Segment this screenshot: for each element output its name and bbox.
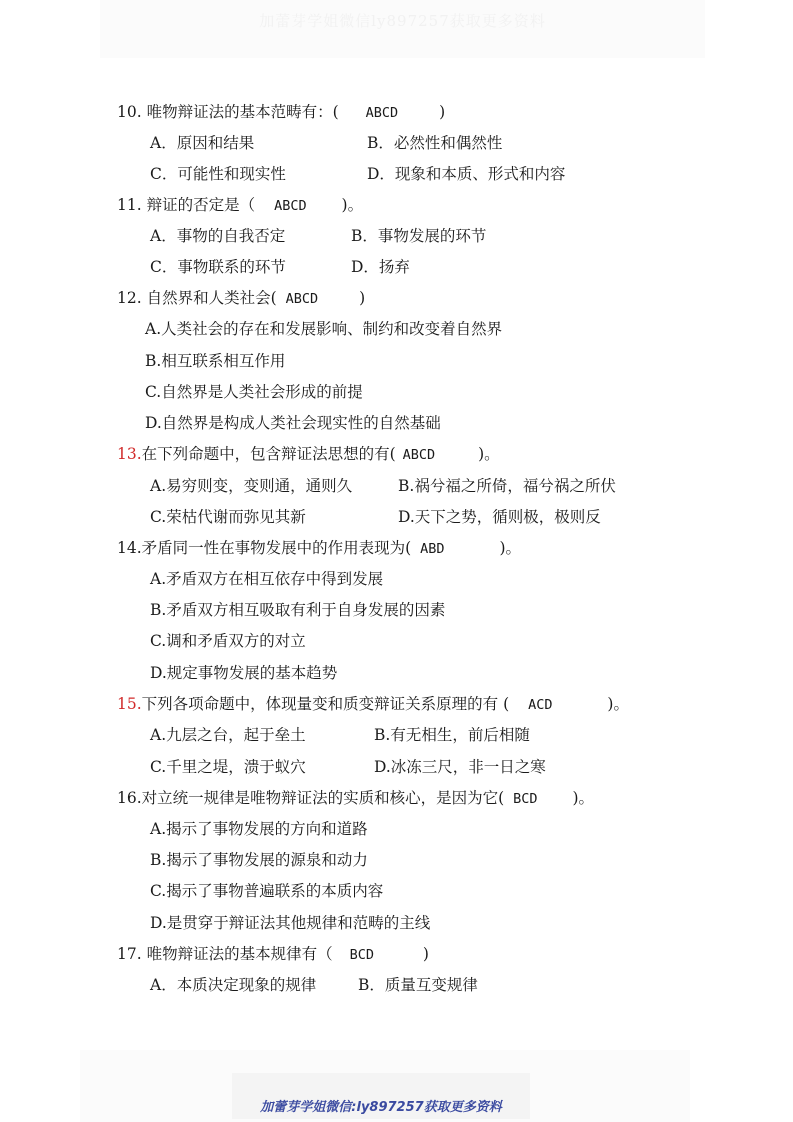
question-number: 16 — [117, 789, 137, 807]
answer: ABCD — [285, 291, 319, 307]
option-b: B.揭示了事物发展的源泉和动力 — [150, 851, 368, 869]
answer: ABCD — [274, 198, 307, 214]
answer: ACD — [528, 697, 553, 713]
option-c: C.千里之堤，溃于蚁穴 — [150, 758, 306, 776]
question-number: 14 — [117, 539, 137, 557]
option-a: A.易穷则变，变则通，通则久 — [150, 477, 353, 495]
question-11: 11. 辩证的否定是（ ABCD )。 — [117, 196, 364, 214]
question-number: 12 — [117, 289, 137, 307]
question-text: 对立统一规律是唯物辩证法的实质和核心，是因为它( — [141, 789, 505, 807]
footer-contact-text: 加蕾芽学姐微信:ly897257获取更多资料 — [260, 1100, 502, 1115]
option-b: B.有无相生，前后相随 — [374, 726, 530, 744]
option-c: C.揭示了事物普遍联系的本质内容 — [150, 882, 384, 900]
question-13: 13.在下列命题中，包含辩证法思想的有( ABCD )。 — [117, 445, 500, 463]
option-d: D.自然界是构成人类社会现实性的自然基础 — [145, 414, 441, 432]
option-b: B.矛盾双方相互吸取有利于自身发展的因素 — [150, 601, 446, 619]
option-c: C.荣枯代谢而弥见其新 — [150, 508, 306, 526]
question-text: 唯物辩证法的基本规律有（ — [146, 945, 333, 963]
answer: ABCD — [402, 447, 436, 463]
question-number: 10 — [117, 103, 137, 121]
question-text: 在下列命题中，包含辩证法思想的有( — [141, 445, 396, 463]
question-number: 17 — [117, 945, 137, 963]
option-d: D.规定事物发展的基本趋势 — [150, 664, 338, 682]
question-text: 唯物辩证法的基本范畴有：( — [146, 103, 339, 121]
option-b: B.祸兮福之所倚，福兮祸之所伏 — [398, 477, 616, 495]
option-d: D．扬弃 — [351, 258, 410, 276]
question-text: 辩证的否定是（ — [146, 196, 256, 214]
option-c: C.调和矛盾双方的对立 — [150, 632, 306, 650]
question-12: 12. 自然界和人类社会( ABCD ) — [117, 289, 366, 307]
option-c: C．可能性和现实性 — [150, 165, 286, 183]
question-text: 下列各项命题中，体现量变和质变辩证关系原理的有 ( — [141, 695, 510, 713]
question-text: 自然界和人类社会( — [146, 289, 277, 307]
option-b: B．事物发展的环节 — [351, 227, 487, 245]
answer: ABD — [420, 541, 445, 557]
option-b: B．质量互变规律 — [358, 976, 478, 994]
answer: BCD — [349, 947, 374, 963]
question-10: 10. 唯物辩证法的基本范畴有：( ABCD ) — [117, 103, 446, 121]
option-c: C．事物联系的环节 — [150, 258, 286, 276]
option-a: A．事物的自我否定 — [150, 227, 286, 245]
question-16: 16.对立统一规律是唯物辩证法的实质和核心，是因为它( BCD )。 — [117, 789, 595, 807]
option-a: A.揭示了事物发展的方向和道路 — [150, 820, 368, 838]
option-a: A.九层之台，起于垒土 — [150, 726, 306, 744]
option-a: A.人类社会的存在和发展影响、制约和改变着自然界 — [145, 320, 503, 338]
option-b: B.相互联系相互作用 — [145, 352, 286, 370]
answer: ABCD — [365, 105, 399, 121]
question-number: 11 — [117, 196, 137, 214]
option-d: D.天下之势，循则极，极则反 — [398, 508, 601, 526]
question-text: 矛盾同一性在事物发展中的作用表现为( — [141, 539, 412, 557]
option-d: D.是贯穿于辩证法其他规律和范畴的主线 — [150, 914, 431, 932]
question-14: 14.矛盾同一性在事物发展中的作用表现为( ABD )。 — [117, 539, 522, 557]
header-watermark-text: 加蕾芽学姐微信ly897257获取更多资料 — [259, 12, 546, 30]
option-c: C.自然界是人类社会形成的前提 — [145, 383, 363, 401]
question-15: 15.下列各项命题中，体现量变和质变辩证关系原理的有 ( ACD )。 — [117, 695, 629, 713]
question-number: 13 — [117, 445, 137, 463]
question-17: 17. 唯物辩证法的基本规律有（ BCD ) — [117, 945, 429, 963]
option-a: A．本质决定现象的规律 — [150, 976, 317, 994]
option-a: A．原因和结果 — [150, 134, 255, 152]
option-d: D.冰冻三尺，非一日之寒 — [374, 758, 546, 776]
option-b: B．必然性和偶然性 — [367, 134, 503, 152]
answer: BCD — [513, 791, 538, 807]
question-number: 15 — [117, 695, 137, 713]
option-a: A.矛盾双方在相互依存中得到发展 — [150, 570, 384, 588]
option-d: D．现象和本质、形式和内容 — [367, 165, 566, 183]
